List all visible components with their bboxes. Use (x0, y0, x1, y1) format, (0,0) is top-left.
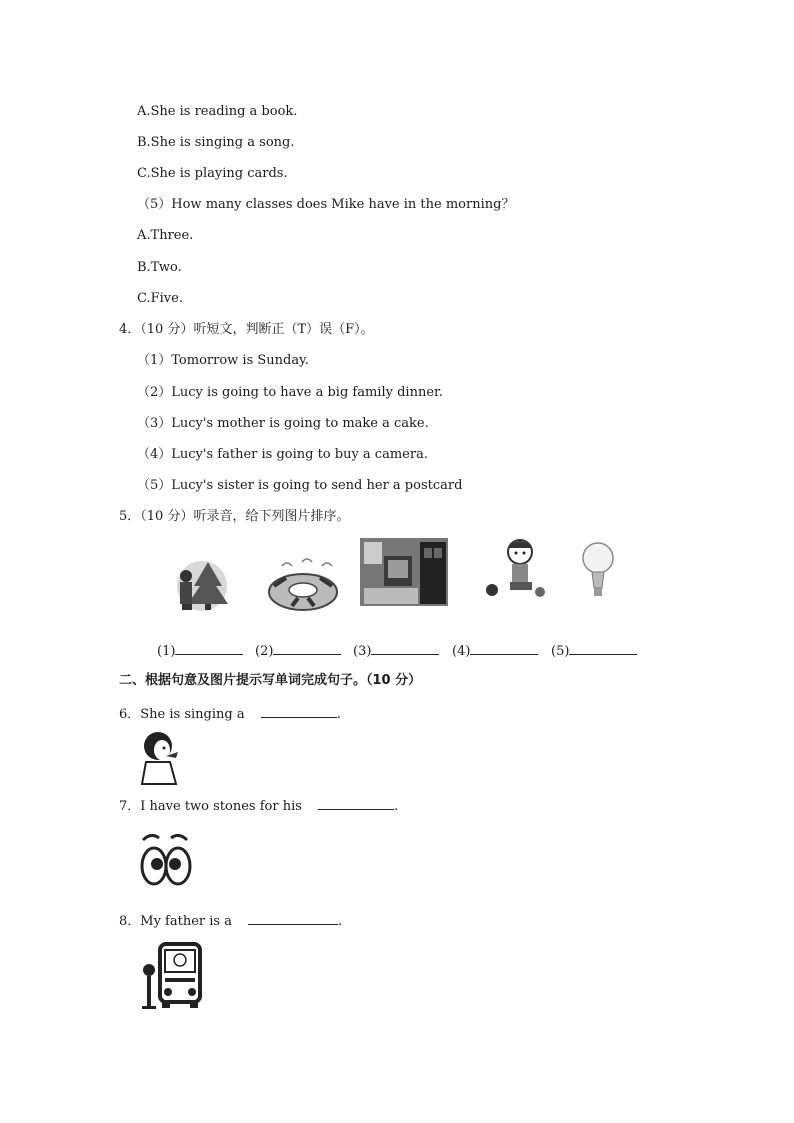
q4-item-1: （1）Tomorrow is Sunday. (137, 353, 309, 368)
room-scene-icon (360, 538, 448, 606)
q4-item-3: （3）Lucy's mother is going to make a cake. (137, 416, 429, 431)
question-7: 7．I have two stones for his . (119, 799, 399, 814)
question-5-title: 5．（10 分）听录音，给下列图片排序。 (119, 509, 350, 524)
blank-label-5: (5) (551, 644, 570, 659)
answer-blank-3[interactable] (353, 642, 439, 660)
question-7-blank[interactable] (318, 797, 394, 810)
q4-item-2: （2）Lucy is going to have a big family dinner. (137, 385, 443, 400)
blank-label-1: (1) (157, 644, 176, 659)
answer-blank-2[interactable] (255, 642, 341, 660)
q4-item-4: （4）Lucy's father is going to buy a camera. (137, 447, 428, 462)
blank-label-4: (4) (452, 644, 471, 659)
singer-icon (140, 728, 182, 786)
question-6-text: 6．She is singing a (119, 707, 245, 722)
eyes-icon (139, 828, 193, 892)
bus-driver-icon (140, 940, 202, 1012)
q4-item-5: （5）Lucy's sister is going to send her a postcard (137, 478, 463, 493)
lamp-icon (580, 540, 616, 612)
question-8-blank[interactable] (248, 912, 338, 925)
sub-question-5: （5）How many classes does Mike have in the morning？ (137, 197, 515, 212)
option-b-singing: B.She is singing a song. (137, 135, 295, 150)
question-6-blank[interactable] (261, 705, 337, 718)
child-playing-icon (480, 538, 550, 600)
answer-blank-1[interactable] (157, 642, 243, 660)
section-2-title: 二、根据句意及图片提示写单词完成句子。（10 分） (119, 673, 422, 688)
christmas-tree-icon (174, 556, 230, 614)
option-a-three: A.Three. (137, 228, 194, 243)
blank-label-3: (3) (353, 644, 372, 659)
option-c-five: C.Five. (137, 291, 183, 306)
question-8: 8．My father is a . (119, 914, 343, 929)
question-4-title: 4．（10 分）听短文，判断正（T）误（F）。 (119, 322, 374, 337)
option-b-two: B.Two. (137, 260, 182, 275)
option-a-reading: A.She is reading a book. (137, 104, 298, 119)
question-8-text: 8．My father is a (119, 914, 232, 929)
answer-blank-5[interactable] (551, 642, 637, 660)
swim-ring-icon (262, 556, 344, 614)
option-c-cards: C.She is playing cards. (137, 166, 288, 181)
blank-label-2: (2) (255, 644, 274, 659)
answer-blank-4[interactable] (452, 642, 538, 660)
question-7-text: 7．I have two stones for his (119, 799, 302, 814)
question-6: 6．She is singing a . (119, 707, 341, 722)
